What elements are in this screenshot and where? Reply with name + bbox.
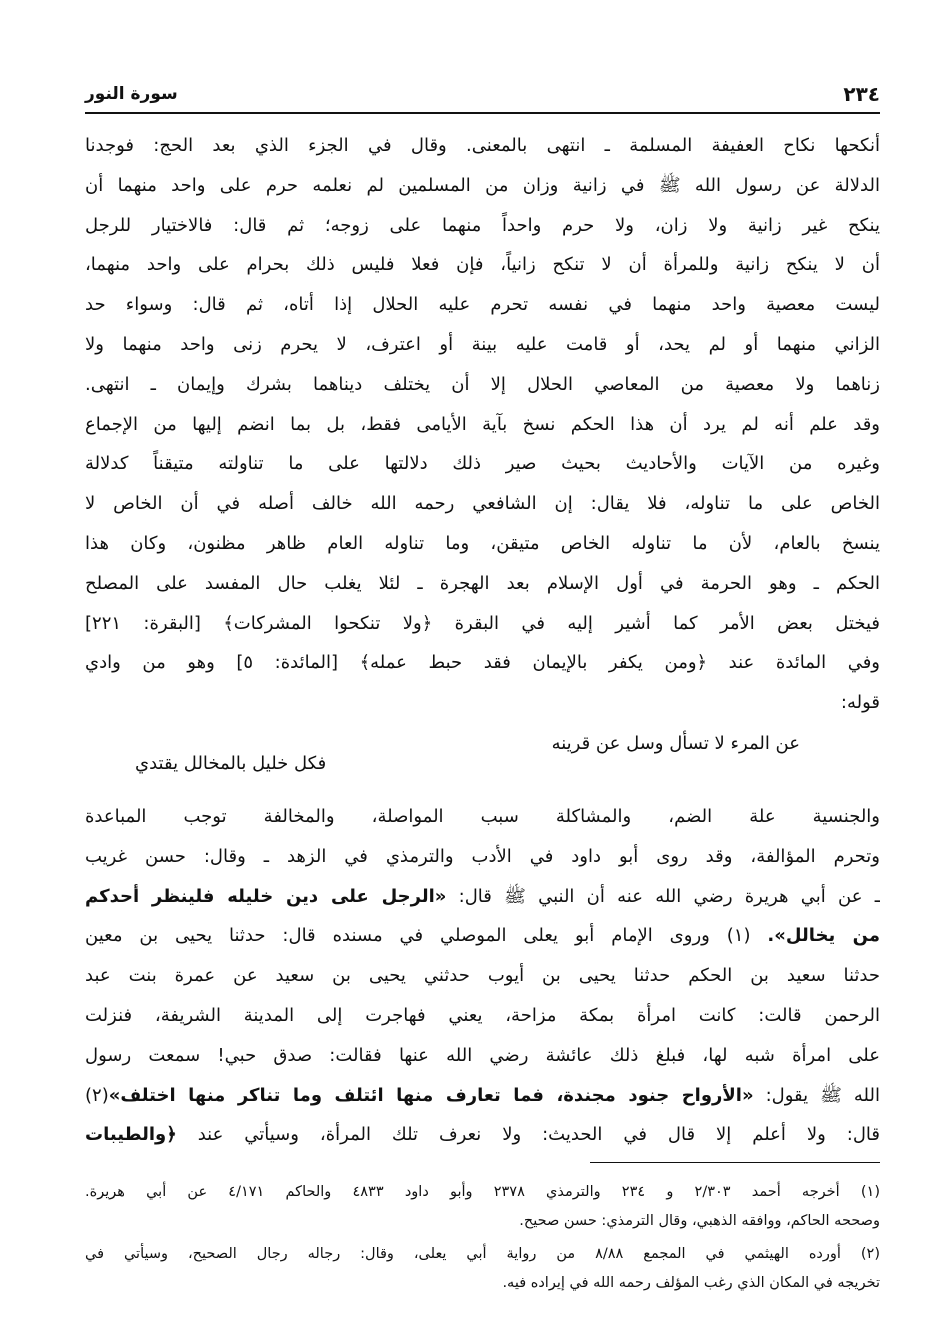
text-segment: أنكحها نكاح العفيفة المسلمة ـ انتهى بالمعنى. وقال في الجزء الذي بعد الحج: فوجدنا <box>85 135 880 156</box>
text-line <box>85 797 880 837</box>
text-line <box>85 643 880 683</box>
text-line <box>85 484 880 524</box>
footnote-divider <box>590 1162 880 1163</box>
text-segment: الله ﷺ يقول: <box>753 1084 880 1106</box>
paragraph-block-2 <box>85 797 880 1155</box>
text-segment: فيختل بعض الأمر كما أشير إليه في البقرة ﴿ولا تنكحوا المشركات﴾ [البقرة: ٢٢١] <box>85 612 880 634</box>
text-segment: أن لا ينكح زانية وللمرأة أن لا تنكح زانياً، فإن فعلا فليس ذلك بحرام على واحد منهما، <box>85 254 880 276</box>
text-line <box>85 1036 880 1076</box>
text-segment: الرحمن قالت: كانت امرأة بمكة مزاحة، يعني فهاجرت إلى المدينة الشريفة، فنزلت <box>85 1004 880 1026</box>
running-title: سورة النور <box>85 84 178 104</box>
text-segment: ينسخ بالعام، لأن ما تناوله الخاص متيقن، وما تناوله العام ظاهر مظنون، وكان هذا <box>85 532 880 554</box>
text-line <box>85 206 880 246</box>
text-line <box>85 444 880 484</box>
paragraph-block-1 <box>85 126 880 723</box>
text-segment: (١) وروى الإمام أبو يعلى الموصلي في مسنده قال: حدثنا يحيى بن معين <box>85 925 768 947</box>
text-segment: حدثنا سعيد بن الحكم حدثنا يحيى بن أيوب حدثني يحيى بن سعيد عن عمرة بنت عبد <box>85 965 880 987</box>
verse-second-hemistich: فكل خليل بالمخالل يقتدي <box>135 752 327 774</box>
hadith-quote: «الأرواح جنود مجندة، فما تعارف منها ائتلف وما تناكر منها اختلف» <box>108 1084 754 1106</box>
text-line <box>85 405 880 445</box>
text-line <box>85 245 880 285</box>
text-line <box>85 365 880 405</box>
text-line <box>85 285 880 325</box>
page-header <box>85 82 880 114</box>
hadith-quote: من يخالل». <box>767 925 880 947</box>
text-segment: الزاني منهما أو لم يحد، أو قامت عليه بينة أو اعترف، لا يحرم زنى واحد منهما ولا <box>85 333 880 355</box>
footnote-line: تخريجه في المكان الذي رغب المؤلف رحمه الله في إيراده فيه. <box>502 1275 880 1291</box>
footnotes <box>85 1178 880 1298</box>
text-segment: ينكح غير زانية ولا زان، ولا حرم واحداً منهما على زوجه؛ ثم قال: فالاختيار للرجل <box>85 214 880 236</box>
footnote-line: (٢) أورده الهيثمي في المجمع ٨/٨٨ من رواية أبي يعلى، وقال: رجاله رجال الصحيح، وسيأتي في <box>85 1246 880 1262</box>
text-segment: الخاص على ما تناوله، فلا يقال: إن الشافعي رحمه الله خالف أصله في أن الخاص لا <box>85 493 880 515</box>
text-segment: ـ عن أبي هريرة رضي الله عنه أن النبي ﷺ قال: <box>446 885 880 907</box>
page-number: ٢٣٤ <box>843 82 880 106</box>
text-segment: على امرأة شبه لها، فبلغ ذلك عائشة رضي الله عنها فقالت: صدق حبي! سمعت رسول <box>85 1044 880 1066</box>
footnote-line: (١) أخرجه أحمد ٢/٣٠٣ و ٢٣٤ والترمذي ٢٣٧٨ وأبو داود ٤٨٣٣ والحاكم ٤/١٧١ عن أبي هريرة. <box>85 1184 880 1200</box>
text-line <box>85 877 880 917</box>
text-segment: الدلالة عن رسول الله ﷺ في زانية وزان من المسلمين لم نعلمه حرم على واحد منهما أن <box>85 174 880 196</box>
text-line <box>85 956 880 996</box>
text-segment: وقد علم أنه لم يرد أن هذا الحكم نسخ بآية الأيامى فقط، بل بما انضم إليها من الإجماع <box>85 413 880 435</box>
text-segment: وفي المائدة عند ﴿ومن يكفر بالإيمان فقد حبط عمله﴾ [المائدة: ٥] وهو من وادي <box>85 652 880 674</box>
text-segment: والجنسية علة الضم، والمشاكلة سبب المواصلة، والمخالفة توجب المباعدة <box>85 805 880 827</box>
text-line <box>85 916 880 956</box>
text-line <box>85 564 880 604</box>
main-text <box>85 126 880 1155</box>
text-segment: زناهما ولا معصية من المعاصي الحلال إلا أن يختلف ديناهما بشرك وإيمان ـ انتهى. <box>85 373 880 395</box>
text-line <box>85 166 880 206</box>
text-line <box>85 837 880 877</box>
text-line <box>85 1115 880 1155</box>
text-line <box>85 524 880 564</box>
text-segment: الحكم ـ وهو الحرمة في أول الإسلام بعد الهجرة ـ لئلا يغلب حال المفسد على المصلح <box>85 572 880 594</box>
verse-first-hemistich: عن المرء لا تسأل وسل عن قرينه <box>551 732 800 754</box>
text-line <box>85 683 880 723</box>
text-segment: وتحرم المؤالفة، وقد روى أبو داود في الأدب والترمذي في الزهد ـ وقال: حسن غريب <box>85 845 880 867</box>
hadith-quote: ﴿والطيبات <box>85 1124 177 1146</box>
text-segment: قال: ولا أعلم إلا قال في الحديث: ولا نعرف تلك المرأة، وسيأتي عند <box>176 1124 880 1146</box>
text-line <box>85 325 880 365</box>
text-line <box>85 604 880 644</box>
text-line <box>85 1076 880 1116</box>
text-line <box>85 996 880 1036</box>
text-segment: (٢) <box>85 1084 109 1106</box>
text-line <box>85 126 880 166</box>
hadith-quote: «الرجل على دين خليله فلينظر أحدكم <box>85 885 447 907</box>
footnote-line: وصححه الحاكم، ووافقه الذهبي، وقال الترمذي: حسن صحيح. <box>519 1213 880 1229</box>
text-segment: قوله: <box>840 692 880 714</box>
text-segment: وغيره من الآيات والأحاديث بحيث صير ذلك دلالتها على ما تناولته متيقناً كدلالة <box>85 453 880 475</box>
poetry-verse <box>85 723 880 797</box>
text-segment: ليست معصية واحد منهما في نفسه تحرم عليه الحلال إذا أتاه، ثم قال: وسواء حد <box>85 294 880 316</box>
